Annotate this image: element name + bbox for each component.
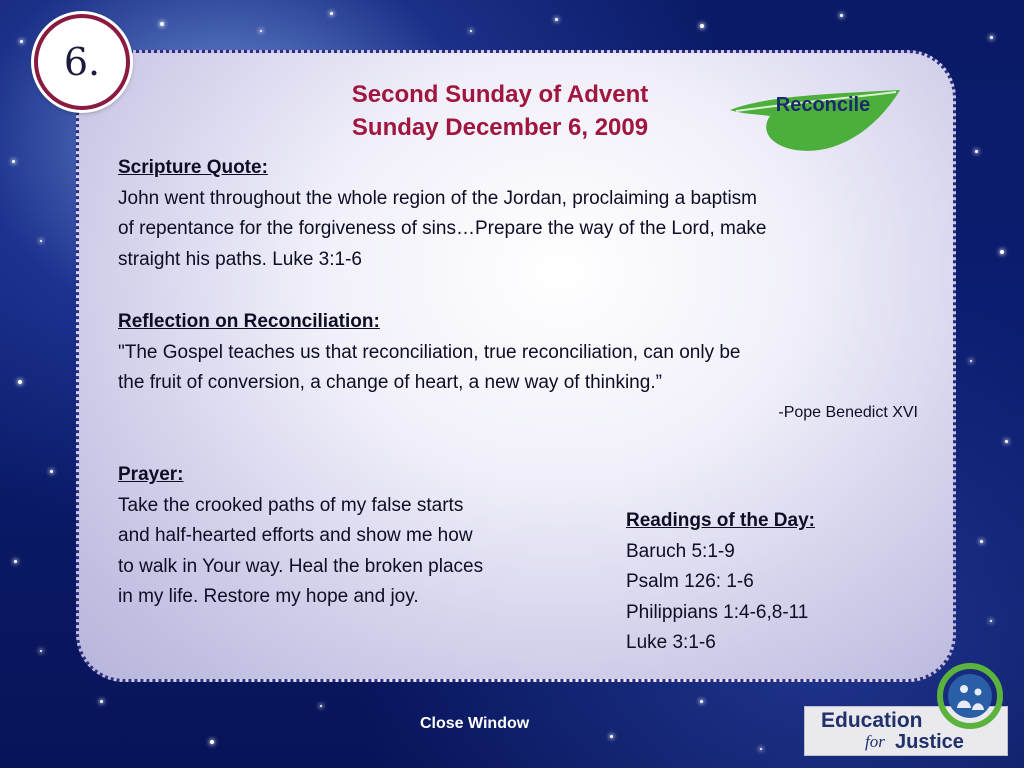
prayer-section — [118, 460, 588, 613]
number-badge — [34, 14, 130, 110]
title-line-1: Second Sunday of Advent — [351, 81, 649, 108]
prayer-line: to walk in Your way. Heal the broken places — [118, 555, 484, 577]
readings-section — [626, 506, 916, 659]
logo-word-education: Education — [821, 709, 923, 732]
reflection-attribution: -Pope Benedict XVI — [778, 404, 918, 421]
reflection-line: "The Gospel teaches us that reconciliation, true reconciliation, can only be — [118, 341, 741, 363]
prayer-line: Take the crooked paths of my false starts — [118, 494, 464, 516]
reading-item: Luke 3:1-6 — [626, 632, 716, 653]
scripture-heading: Scripture Quote: — [118, 157, 268, 178]
reading-item: Philippians 1:4-6,8-11 — [626, 601, 809, 623]
prayer-heading: Prayer: — [118, 464, 184, 485]
reading-item: Baruch 5:1-9 — [626, 540, 735, 562]
scripture-line: John went throughout the whole region of the Jordan, proclaiming a baptism — [118, 187, 758, 209]
title-line-2: Sunday December 6, 2009 — [351, 114, 649, 141]
badge-number: 6. — [63, 40, 101, 84]
readings-heading: Readings of the Day: — [626, 510, 815, 531]
globe-people-icon — [930, 656, 1010, 736]
scripture-line: straight his paths. Luke 3:1-6 — [118, 248, 362, 270]
page-title — [290, 78, 710, 144]
logo-word-for: for — [865, 732, 885, 751]
reading-item: Psalm 126: 1-6 — [626, 571, 754, 592]
theme-label: Reconcile — [775, 94, 871, 116]
reflection-heading: Reflection on Reconciliation: — [118, 311, 380, 332]
scripture-line: of repentance for the forgiveness of sins…Prepare the way of the Lord, make — [118, 218, 767, 239]
close-window-button[interactable]: Close Window — [420, 715, 530, 732]
logo-word-justice: Justice — [895, 731, 964, 753]
scripture-section — [118, 153, 928, 275]
reflection-line: the fruit of conversion, a change of heart, a new way of thinking.” — [118, 372, 662, 393]
prayer-line: in my life. Restore my hope and joy. — [118, 586, 419, 607]
reflection-section — [118, 307, 928, 399]
prayer-line: and half-hearted efforts and show me how — [118, 525, 473, 546]
